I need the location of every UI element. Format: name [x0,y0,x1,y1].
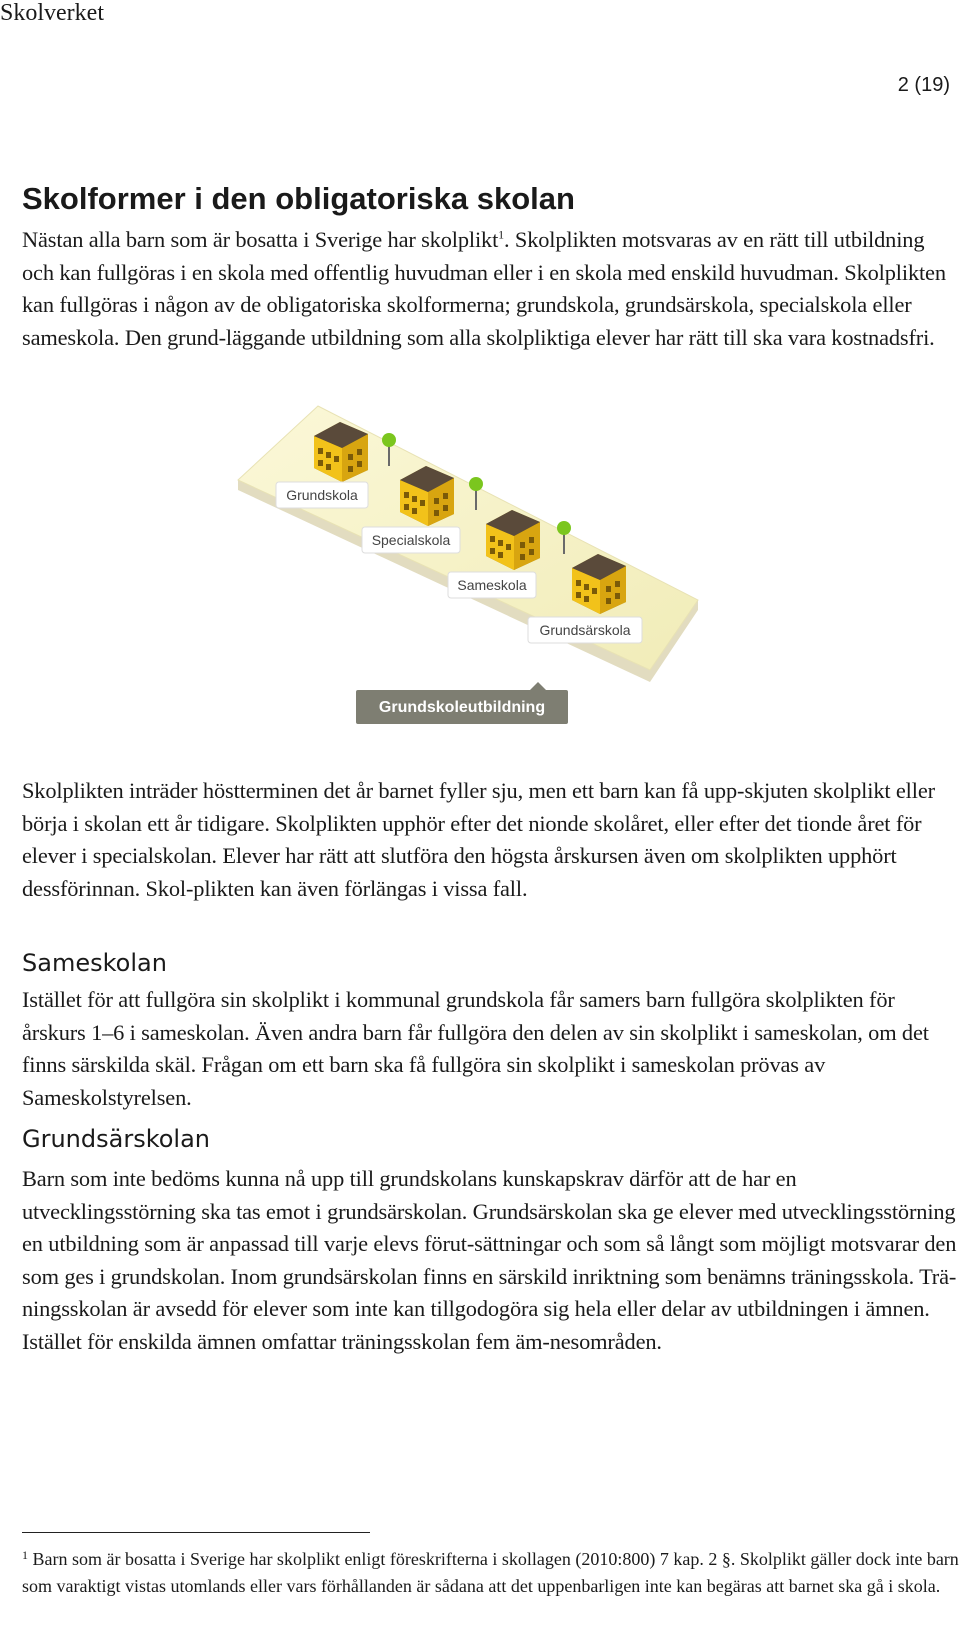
label-specialskola: Specialskola [371,532,451,548]
page-number: 2 (19) [897,74,950,96]
illustration-svg [230,400,710,760]
school-forms-illustration [230,400,710,760]
heading-grundsarskolan: Grundsärskolan [22,1125,211,1153]
footnote [22,1546,960,1599]
footnote-marker: 1 [22,1548,28,1562]
footnote-divider [22,1532,370,1533]
figure-caption: Grundskoleutbildning [378,699,546,716]
intro-text-rest: . Skolplikten motsvaras av en rätt till utbildning och kan fullgöras i en skola med offentlig huvudman eller i en skola med enskild huvudman. Skolplikten kan fullgöras i någon av de obligatoriska skolformerna; grundskola, grundsärskola, specialskola eller sameskola. Den grund-läggande utbildning som alla skolpliktiga elever har rätt till ska vara kostnadsfri. [22,227,946,350]
heading-sameskolan: Sameskolan [22,949,167,977]
intro-paragraph [22,224,960,354]
intro-text-start: Nästan alla barn som är bosatta i Sverige har skolplikt [22,227,499,252]
label-grundsarskola: Grundsärskola [539,622,631,638]
footnote-ref[interactable]: 1 [498,227,504,242]
paragraph-skolplikt: Skolplikten inträder höstterminen det år barnet fyller sju, men ett barn kan få upp-skjuten skolplikt eller börja i skolan ett år tidigare. Skolplikten upphör efter det nionde skolåret, eller efter det tionde året för elever i specialskolan. Elever har rätt att slutföra den högsta årskursen även om skolplikten upphört dessförinnan. Skol-plikten kan även förlängas i vissa fall. [22,778,935,901]
label-grundskola: Grundskola [286,487,358,503]
footnote-text: Barn som är bosatta i Sverige har skolplikt enligt föreskrifterna i skollagen (2010:800) 7 kap. 2 §. Skolplikt gäller dock inte barn som varaktigt vistas utomlands eller vars förhållanden är sådana att det uppenbarligen inte kan begäras att barnet ska gå i skola. [22,1549,959,1596]
label-sameskola: Sameskola [457,577,527,593]
paragraph-sameskolan: Istället för att fullgöra sin skolplikt i kommunal grundskola får samers barn fullgöra skolplikten för årskurs 1–6 i sameskolan. Även andra barn får fullgöra den delen av sin skolplikt i sameskolan, om det finns särskilda skäl. Frågan om ett barn ska få fullgöra sin skolplikt i sameskolan prövas av Sameskolstyrelsen. [22,987,929,1110]
page-title: Skolformer i den obligatoriska skolan [22,181,575,216]
organization-name: Skolverket [0,0,104,26]
paragraph-grundsarskolan: Barn som inte bedöms kunna nå upp till grundskolans kunskapskrav därför att de har en utvecklingsstörning ska tas emot i grundsärskolan. Grundsärskolan ska ge elever med utvecklingsstörning en utbildning som är anpassad till varje elevs förut-sättningar och som så långt som möjligt motsvarar den som ges i grundskolan. Inom grundsärskolan finns en särskild inriktning som benämns träningsskola. Trä-ningsskolan är avsedd för elever som inte kan tillgodogöra sig hela eller delar av utbildningen i ämnen. Istället för enskilda ämnen omfattar träningsskolan fem äm-nesområden. [22,1166,957,1354]
